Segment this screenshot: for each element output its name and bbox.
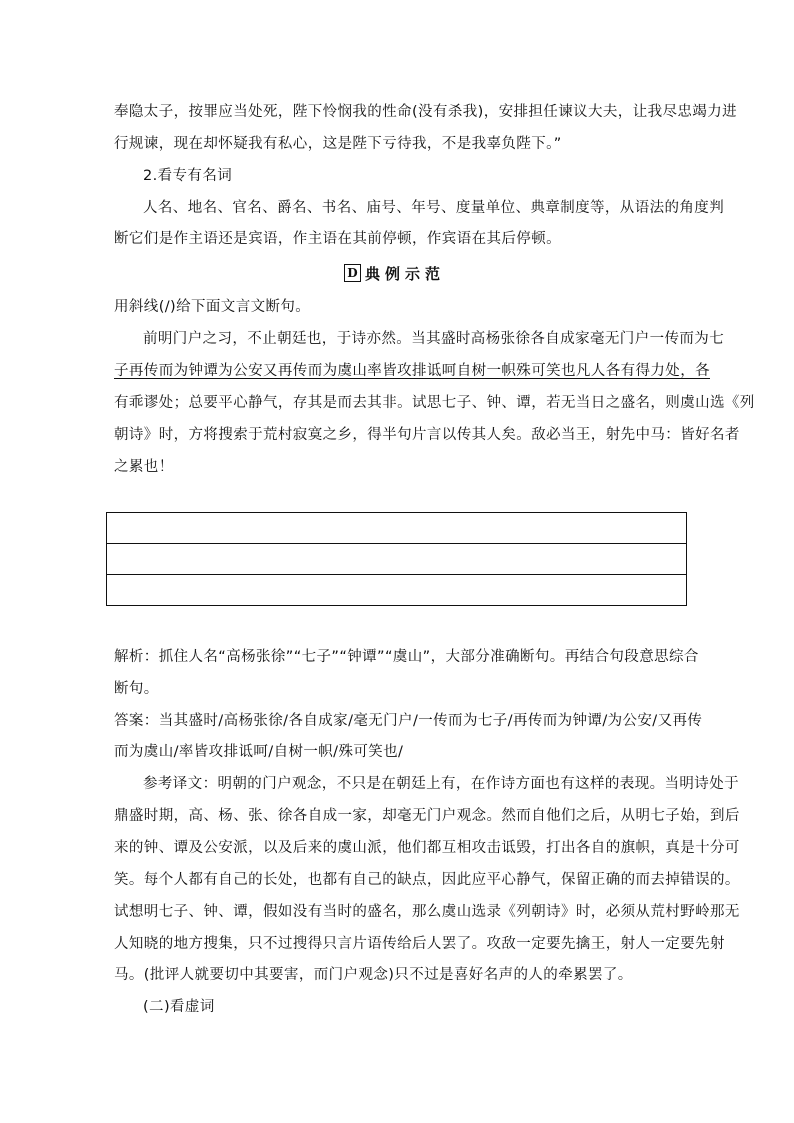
answer-row[interactable]	[107, 575, 686, 606]
passage-line: 子再传而为钟谭为公安又再传而为虞山率皆攻排诋呵自树一帜殊可笑也凡人各有得力处，各	[114, 363, 710, 379]
translation-line: 鼎盛时期，高、杨、张、徐各自成一家，却毫无门户观念。然而自他们之后，从明七子始，到后	[114, 808, 740, 824]
passage-line: 前明门户之习，不止朝廷也，于诗亦然。当其盛时高杨张徐各自成家毫无门户一传而为七	[143, 331, 725, 347]
translation-line: 来的钟、谭及公安派，以及后来的虞山派，他们都互相攻击诋毁，打出各自的旗帜，真是十分可	[114, 840, 740, 856]
answer-box[interactable]	[106, 512, 687, 606]
answer-row[interactable]	[107, 513, 686, 544]
analysis-line: 断句。	[114, 681, 159, 697]
translation-line: 试想明七子、钟、谭，假如没有当时的盛名，那么虞山选录《列朝诗》时，必须从荒村野岭那无	[114, 904, 740, 920]
example-heading	[344, 262, 445, 284]
passage-line: 有乖谬处；总要平心静气，存其是而去其非。试思七子、钟、谭，若无当日之盛名，则虞山选《列	[114, 395, 755, 411]
paragraph-line: 断它们是作主语还是宾语，作主语在其前停顿，作宾语在其后停顿。	[114, 231, 561, 247]
paragraph-line: 人名、地名、官名、爵名、书名、庙号、年号、度量单位、典章制度等，从语法的角度判	[143, 200, 725, 216]
translation-line: 马。(批评人就要切中其要害，而门户观念)只不过是喜好名声的人的牵累罢了。	[114, 967, 633, 983]
passage-line: 朝诗》时，方将搜索于荒村寂寞之乡，得半句片言以传其人矣。敌必当王，射先中马：皆好名者	[114, 427, 740, 443]
analysis-line: 解析：抓住人名“高杨张徐”“七子”“钟谭”“虞山”，大部分准确断句。再结合句段意思综合	[114, 649, 699, 665]
example-heading-text: 典例示范	[365, 264, 446, 283]
answer-row[interactable]	[107, 544, 686, 575]
translation-line: 人知晓的地方搜集，只不过搜得只言片语传给后人罢了。攻敌一定要先擒王，射人一定要先射	[114, 936, 725, 952]
translation-line: 参考译文：明朝的门户观念，不只是在朝廷上有，在作诗方面也有这样的表现。当明诗处于	[143, 776, 739, 792]
paragraph-line: 行规谏，现在却怀疑我有私心，这是陛下亏待我，不是我辜负陛下。”	[114, 136, 562, 152]
section-title: (二)看虚词	[143, 999, 215, 1015]
translation-line: 笑。每个人都有自己的长处，也都有自己的缺点，因此应平心静气，保留正确的而去掉错误的。	[114, 872, 740, 888]
instruction: 用斜线(/)给下面文言文断句。	[114, 299, 311, 315]
subheading: 2.看专有名词	[143, 168, 233, 184]
answer-line: 而为虞山/率皆攻排诋呵/自树一帜/殊可笑也/	[114, 744, 404, 760]
d-badge-icon: D	[344, 264, 361, 282]
answer-line: 答案：当其盛时/高杨张徐/各自成家/毫无门户/一传而为七子/再传而为钟谭/为公安/又再传	[114, 713, 703, 729]
passage-line: 之累也！	[114, 459, 174, 475]
paragraph-line: 奉隐太子，按罪应当处死，陛下怜悯我的性命(没有杀我)，安排担任谏议大夫，让我尽忠竭力进	[114, 104, 738, 120]
